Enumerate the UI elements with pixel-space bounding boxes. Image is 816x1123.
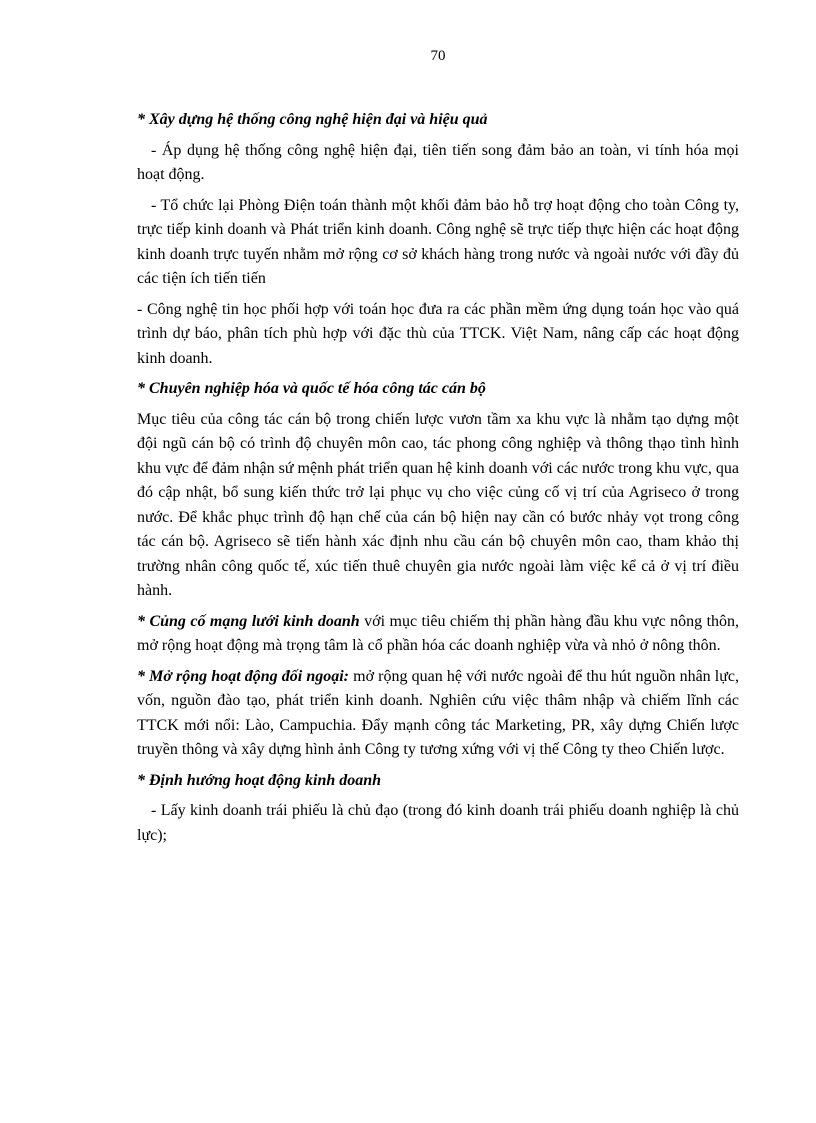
page-number: 70 — [430, 48, 446, 64]
paragraph-tech-2: - Tổ chức lại Phòng Điện toán thành một khối đảm bảo hỗ trợ hoạt động cho toàn Công ty, trực tiếp kinh doanh và Phát triển kinh doanh. Công nghệ sẽ trực tiếp thực hiện các hoạt động kinh doanh trực tuyến nhằm mở rộng cơ sở khách hàng trong nước và ngoài nước với đầy đủ các tiện ích tiến tiến — [137, 196, 739, 287]
paragraph-tech-3: - Công nghệ tin học phối hợp với toán học đưa ra các phần mềm ứng dụng toán học vào quá trình dự báo, phân tích phù hợp với đặc thù của TTCK. Việt Nam, nâng cấp các hoạt động kinh doanh. — [137, 300, 739, 367]
network-lead: * Củng cố mạng lưới kinh doanh — [137, 612, 360, 630]
section-heading-staff: * Chuyên nghiệp hóa và quốc tế hóa công tác cán bộ — [137, 380, 486, 397]
foreign-text: mở rộng quan hệ với nước ngoài để thu hút nguồn nhân lực, vốn, nguồn đào tạo, phát triển kinh doanh. Nghiên cứu việc thâm nhập và chiếm lĩnh các TTCK mới nổi: Lào, Campuchia. Đẩy mạnh công tác Marketing, PR, xây dựng Chiến lược truyền thông và xây dựng hình ảnh Công ty tương xứng với vị thế Công ty theo Chiến lược. — [137, 667, 740, 758]
paragraph-orientation-1: - Lấy kinh doanh trái phiếu là chủ đạo (trong đó kinh doanh trái phiếu doanh nghiệp là chủ lực); — [137, 802, 739, 844]
paragraph-tech-1: - Áp dụng hệ thống công nghệ hiện đại, tiên tiến song đảm bảo an toàn, vi tính hóa mọi hoạt động. — [137, 141, 739, 183]
paragraph-staff-1: Mục tiêu của công tác cán bộ trong chiến lược vươn tầm xa khu vực là nhằm tạo dựng một đội ngũ cán bộ có trình độ chuyên môn cao, tác phong công nghiệp và thông thạo tình hình khu vực để đảm nhận sứ mệnh phát triển quan hệ kinh doanh với các nước trong khu vực, qua đó cập nhật, bổ sung kiến thức trở lại phục vụ cho việc củng cố vị trí của Agriseco ở trong nước. Để khắc phục trình độ hạn chế của cán bộ hiện nay cần có bước nhảy vọt trong công tác cán bộ. Agriseco sẽ tiến hành xác định nhu cầu cán bộ chuyên môn cao, tham khảo thị trường nhân công quốc tế, xúc tiến thuê chuyên gia nước ngoài làm việc kể cả ở vị trí điều hành. — [137, 410, 739, 599]
network-text: với mục tiêu chiếm thị phần hàng đầu khu vực nông thôn, mở rộng hoạt động mà trọng tâm là cổ phần hóa các doanh nghiệp vừa và nhỏ ở nông thôn. — [137, 612, 740, 654]
paragraph-network — [137, 610, 739, 659]
section-heading-orientation: * Định hướng hoạt động kinh doanh — [137, 771, 382, 789]
document-body — [137, 108, 739, 854]
foreign-lead: * Mở rộng hoạt động đối ngoại: — [137, 667, 350, 685]
paragraph-foreign — [137, 665, 739, 763]
section-heading-technology: * Xây dựng hệ thống công nghệ hiện đại và hiệu quả — [137, 111, 488, 128]
